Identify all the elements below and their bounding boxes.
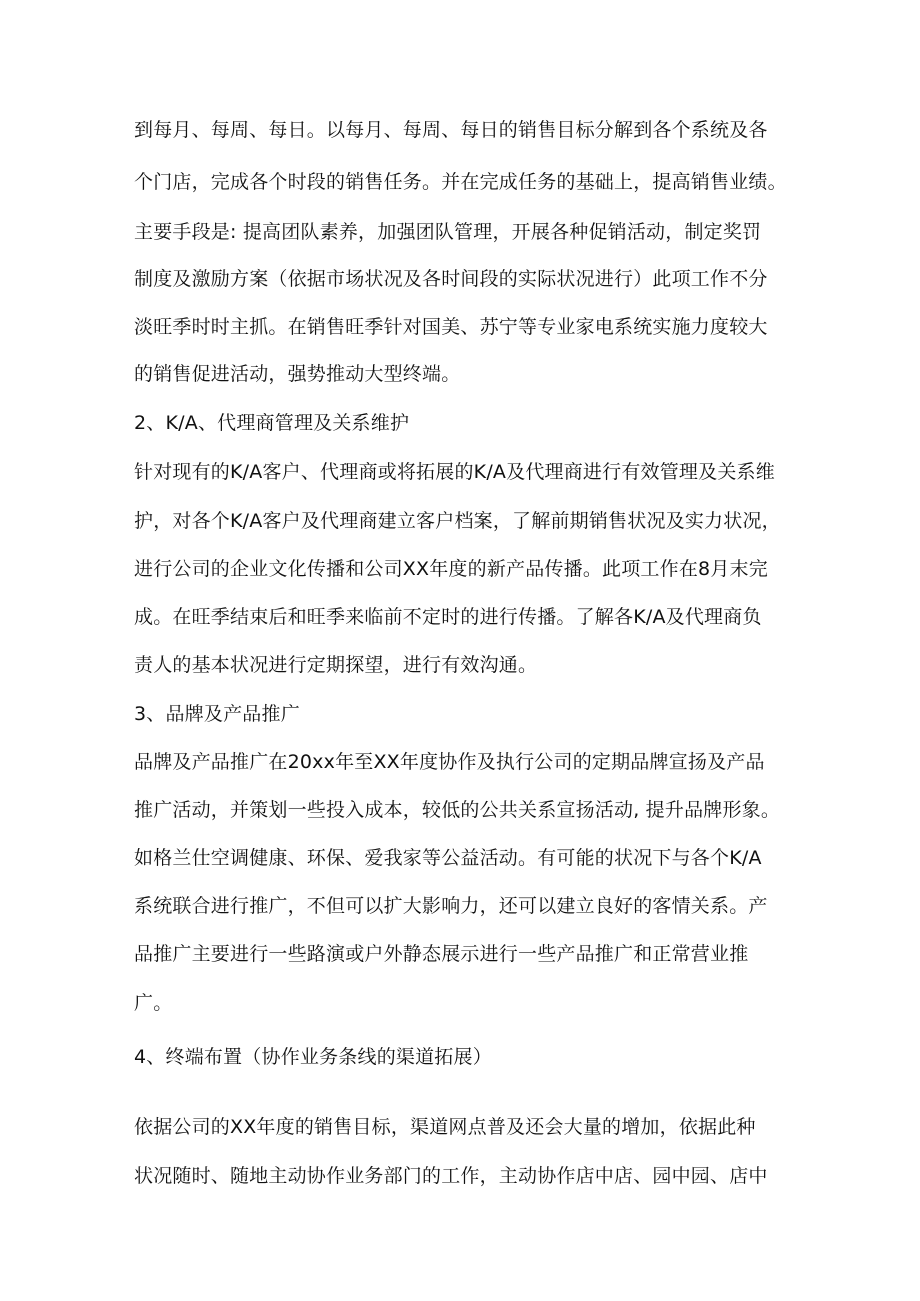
paragraph-4-line-1: 依据公司的XX年度的销售目标，渠道网点普及还会大量的增加，依据此种 [134, 1116, 756, 1138]
paragraph-1-line-5: 淡旺季时时主抓。在销售旺季针对国美、苏宁等专业家电系统实施力度较大 [134, 316, 768, 338]
paragraph-2-line-1: 针对现有的K/A客户、代理商或将拓展的K/A及代理商进行有效管理及关系维 [134, 461, 775, 483]
paragraph-2-line-3: 进行公司的企业文化传播和公司XX年度的新产品传播。此项工作在8月末完 [134, 558, 768, 580]
paragraph-2-line-5: 责人的基本状况进行定期探望，进行有效沟通。 [134, 654, 538, 676]
paragraph-3-line-1: 品牌及产品推广在20xx年至XX年度协作及执行公司的定期品牌宣扬及产品 [134, 751, 765, 773]
paragraph-1-line-2: 个门店，完成各个时段的销售任务。并在完成任务的基础上，提高销售业绩。 [134, 171, 787, 193]
paragraph-2-line-4: 成。在旺季结束后和旺季来临前不定时的进行传播。了解各K/A及代理商负 [134, 606, 762, 628]
section-heading-4: 4、终端布置（协作业务条线的渠道拓展） [134, 1046, 492, 1068]
paragraph-3-line-6: 广。 [134, 992, 173, 1014]
paragraph-3-line-4: 系统联合进行推广，不但可以扩大影响力，还可以建立良好的客情关系。产 [134, 895, 768, 917]
paragraph-3-line-5: 品推广主要进行一些路演或户外静态展示进行一些产品推广和正常营业推 [134, 943, 749, 965]
paragraph-1-line-3: 主要手段是: 提高团队素养，加强团队管理，开展各种促销活动，制定奖罚 [134, 221, 762, 243]
paragraph-1-line-6: 的销售促进活动，强势推动大型终端。 [134, 363, 461, 385]
paragraph-4-line-2: 状况随时、随地主动协作业务部门的工作，主动协作店中店、园中园、店中 [134, 1165, 768, 1187]
paragraph-1-line-1: 到每月、每周、每日。以每月、每周、每日的销售目标分解到各个系统及各 [134, 119, 768, 141]
paragraph-1-line-4: 制度及激励方案（依据市场状况及各时间段的实际状况进行）此项工作不分 [134, 268, 768, 290]
paragraph-3-line-3: 如格兰仕空调健康、环保、爱我家等公益活动。有可能的状况下与各个K/A [134, 847, 762, 869]
paragraph-3-line-2: 推广活动，并策划一些投入成本，较低的公共关系宣扬活动, 提升品牌形象。 [134, 799, 781, 821]
section-heading-3: 3、品牌及产品推广 [134, 703, 300, 725]
section-heading-2: 2、K/A、代理商管理及关系维护 [134, 412, 410, 434]
paragraph-2-line-2: 护，对各个K/A客户及代理商建立客户档案，了解前期销售状况及实力状况， [134, 510, 781, 532]
